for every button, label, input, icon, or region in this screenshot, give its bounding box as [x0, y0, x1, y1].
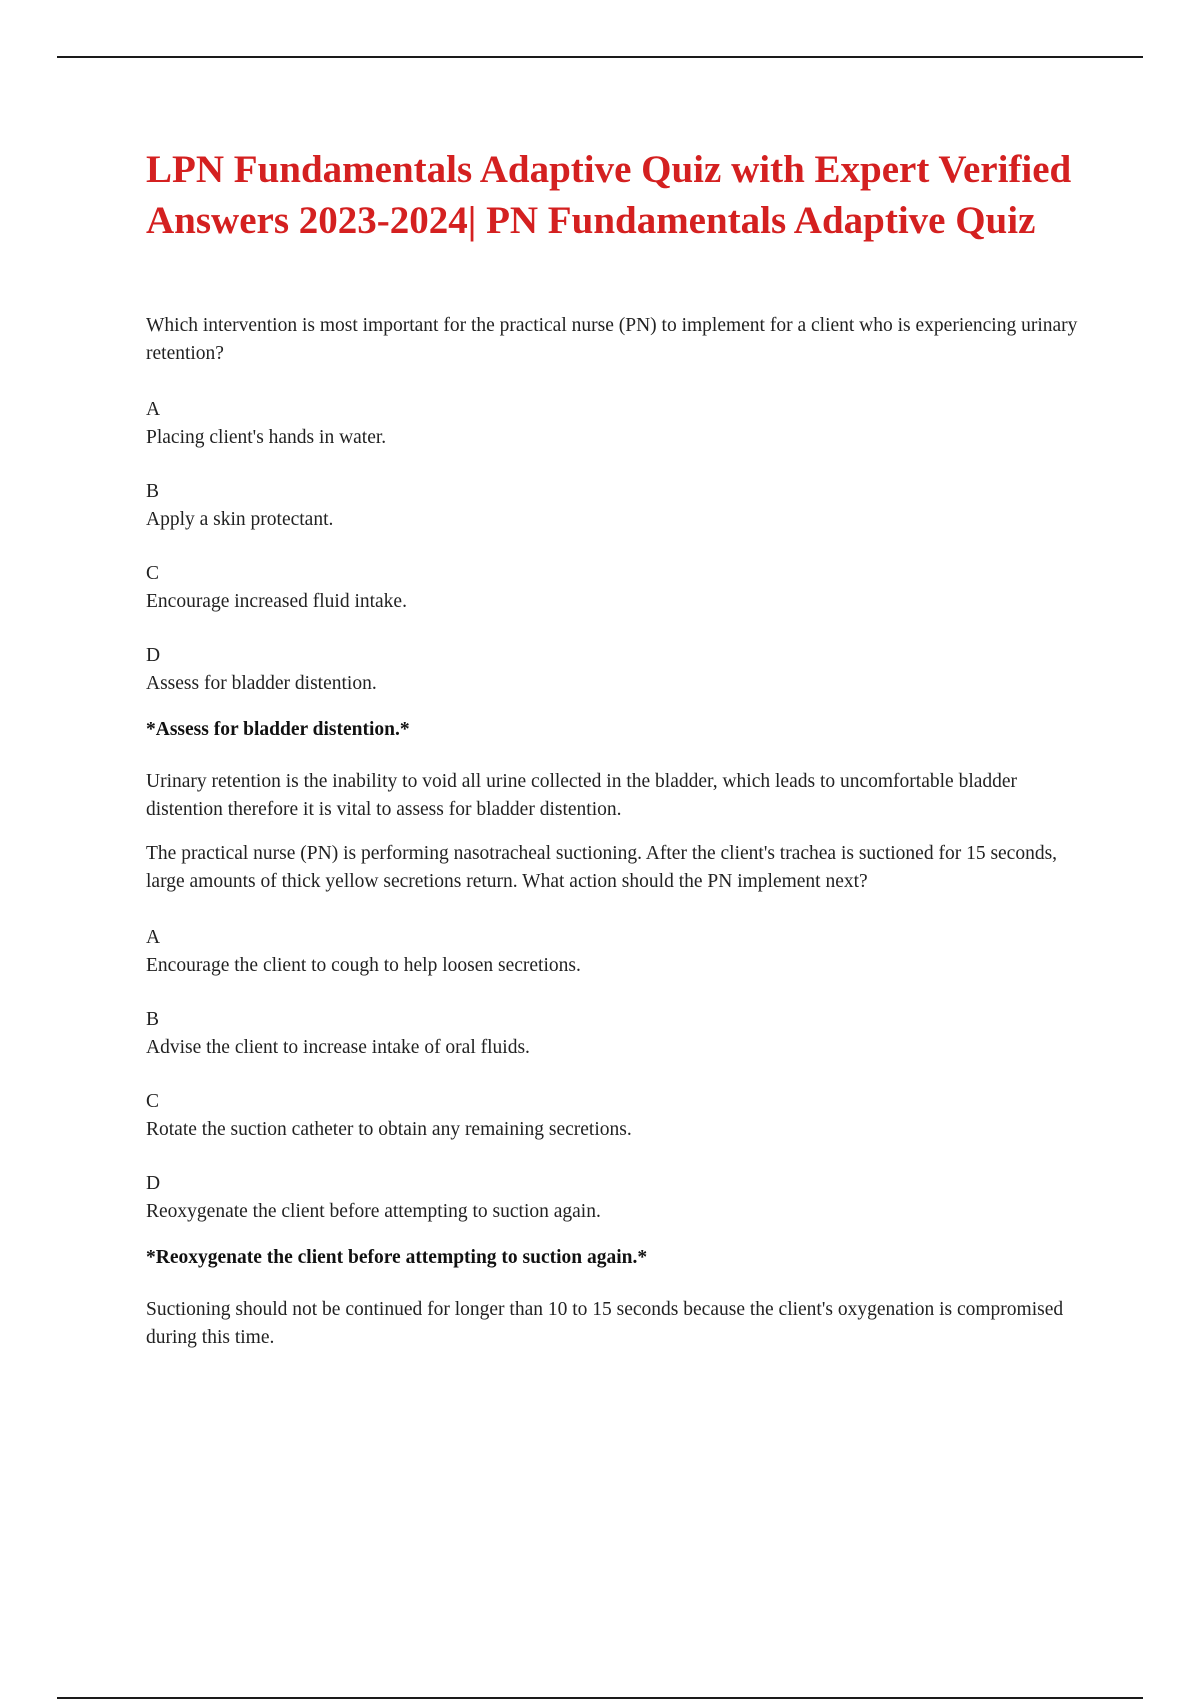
option-text: Rotate the suction catheter to obtain any remaining secretions.: [146, 1119, 632, 1140]
question-block-1: [146, 312, 1086, 824]
correct-answer: *Assess for bladder distention.*: [146, 719, 410, 740]
option-d: [146, 642, 1086, 698]
option-letter: D: [146, 1173, 161, 1194]
option-c: [146, 560, 1086, 616]
option-text: Placing client's hands in water.: [146, 427, 387, 448]
option-d: [146, 1170, 1086, 1226]
option-letter: B: [146, 481, 160, 502]
option-letter: C: [146, 563, 160, 584]
option-letter: B: [146, 1009, 160, 1030]
option-letter: A: [146, 399, 161, 420]
top-divider: [57, 56, 1143, 58]
option-text: Reoxygenate the client before attempting to suction again.: [146, 1201, 601, 1222]
question-text: The practical nurse (PN) is performing nasotracheal suctioning. After the client's trachea is suctioned for 15 seconds, large amounts of thick yellow secretions return. What action should the PN implement next?: [146, 843, 1058, 892]
document-body: [146, 144, 1086, 1368]
question-text: Which intervention is most important for the practical nurse (PN) to implement for a client who is experiencing urinary retention?: [146, 315, 1078, 364]
option-a: [146, 396, 1086, 452]
question-block-2: [146, 840, 1086, 1352]
option-b: [146, 478, 1086, 534]
option-text: Apply a skin protectant.: [146, 509, 334, 530]
option-text: Advise the client to increase intake of oral fluids.: [146, 1037, 530, 1058]
bottom-divider: [57, 1697, 1143, 1699]
option-text: Encourage increased fluid intake.: [146, 591, 407, 612]
document-title: LPN Fundamentals Adaptive Quiz with Expert Verified Answers 2023-2024| PN Fundamentals Adaptive Quiz: [146, 148, 1072, 242]
answer-explanation: Suctioning should not be continued for longer than 10 to 15 seconds because the client's oxygenation is compromised during this time.: [146, 1299, 1064, 1348]
option-letter: C: [146, 1091, 160, 1112]
option-letter: A: [146, 927, 161, 948]
option-text: Encourage the client to cough to help loosen secretions.: [146, 955, 581, 976]
option-c: [146, 1088, 1086, 1144]
option-text: Assess for bladder distention.: [146, 673, 377, 694]
option-letter: D: [146, 645, 161, 666]
option-a: [146, 924, 1086, 980]
option-b: [146, 1006, 1086, 1062]
answer-explanation: Urinary retention is the inability to void all urine collected in the bladder, which leads to uncomfortable bladder distention therefore it is vital to assess for bladder distention.: [146, 771, 1018, 820]
correct-answer: *Reoxygenate the client before attempting to suction again.*: [146, 1247, 648, 1268]
